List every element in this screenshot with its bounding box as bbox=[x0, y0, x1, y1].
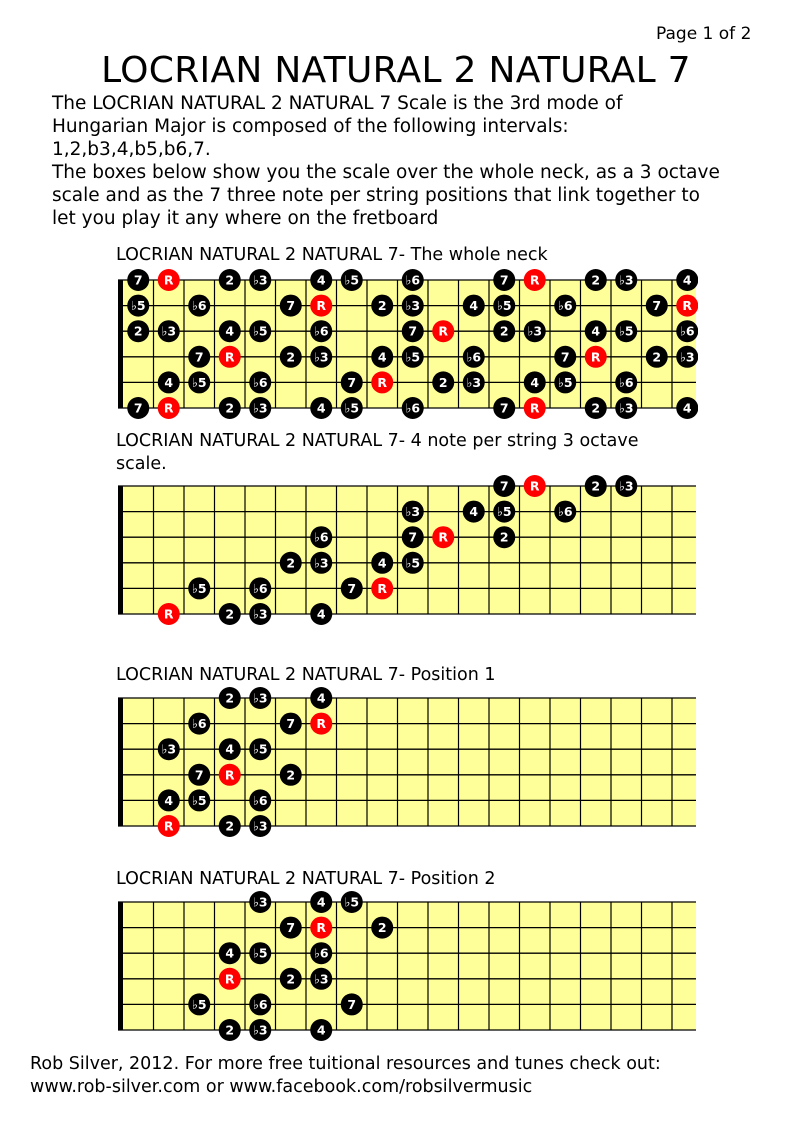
note-label: 2 bbox=[286, 767, 296, 783]
note-marker bbox=[493, 320, 515, 342]
note-marker bbox=[158, 789, 180, 811]
note-label: 2 bbox=[225, 272, 235, 288]
note-label: ♭6 bbox=[313, 945, 329, 961]
note-marker bbox=[188, 577, 210, 599]
note-marker bbox=[219, 942, 241, 964]
root-note-marker bbox=[310, 917, 332, 939]
note-label: 7 bbox=[347, 580, 357, 596]
note-marker bbox=[249, 269, 271, 291]
note-label: ♭3 bbox=[313, 349, 329, 365]
note-label: 4 bbox=[530, 374, 540, 390]
diagram-title-line: LOCRIAN NATURAL 2 NATURAL 7- 4 note per string 3 octave bbox=[116, 431, 639, 451]
nut bbox=[118, 280, 123, 408]
note-label: 4 bbox=[469, 504, 479, 520]
note-label: 2 bbox=[377, 298, 387, 314]
intro-line: let you play it any where on the fretboard bbox=[52, 208, 439, 229]
note-marker bbox=[249, 320, 271, 342]
note-label: ♭5 bbox=[344, 894, 360, 910]
note-label: 4 bbox=[682, 272, 692, 288]
root-note-marker bbox=[371, 371, 393, 393]
note-marker bbox=[127, 295, 149, 317]
root-note-marker bbox=[310, 713, 332, 735]
note-label: ♭3 bbox=[252, 606, 268, 622]
note-label: 7 bbox=[133, 400, 143, 416]
note-label: ♭3 bbox=[618, 400, 634, 416]
note-marker bbox=[310, 942, 332, 964]
note-marker bbox=[524, 320, 546, 342]
note-marker bbox=[127, 320, 149, 342]
note-marker bbox=[158, 371, 180, 393]
note-label: ♭3 bbox=[405, 298, 421, 314]
note-label: ♭6 bbox=[252, 374, 268, 390]
root-note-marker bbox=[219, 968, 241, 990]
note-label: ♭6 bbox=[191, 298, 207, 314]
note-label: 7 bbox=[408, 323, 418, 339]
root-note-marker bbox=[219, 346, 241, 368]
note-label: 2 bbox=[225, 606, 235, 622]
note-marker bbox=[249, 603, 271, 625]
note-marker bbox=[310, 552, 332, 574]
note-marker bbox=[463, 295, 485, 317]
note-marker bbox=[585, 475, 607, 497]
note-label: R bbox=[163, 818, 174, 834]
note-marker bbox=[402, 501, 424, 523]
note-marker bbox=[402, 526, 424, 548]
note-label: ♭3 bbox=[252, 818, 268, 834]
note-label: R bbox=[163, 606, 174, 622]
note-label: 2 bbox=[133, 323, 143, 339]
root-note-marker bbox=[676, 295, 698, 317]
note-label: ♭3 bbox=[405, 504, 421, 520]
note-label: 4 bbox=[225, 741, 235, 757]
note-label: 2 bbox=[652, 349, 662, 365]
note-marker bbox=[524, 371, 546, 393]
root-note-marker bbox=[432, 526, 454, 548]
note-marker bbox=[463, 501, 485, 523]
note-marker bbox=[615, 397, 637, 419]
note-marker bbox=[219, 687, 241, 709]
note-label: 4 bbox=[316, 894, 326, 910]
root-note-marker bbox=[585, 346, 607, 368]
note-label: 2 bbox=[225, 818, 235, 834]
note-label: 2 bbox=[286, 349, 296, 365]
note-label: ♭6 bbox=[252, 580, 268, 596]
root-note-marker bbox=[310, 295, 332, 317]
note-label: R bbox=[224, 767, 235, 783]
note-label: 2 bbox=[591, 478, 601, 494]
note-label: 4 bbox=[225, 945, 235, 961]
page-number: Page 1 of 2 bbox=[656, 24, 752, 44]
note-marker bbox=[615, 371, 637, 393]
note-marker bbox=[310, 1019, 332, 1041]
note-label: R bbox=[682, 298, 693, 314]
nut bbox=[118, 698, 123, 826]
footer-links: www.rob-silver.com or www.facebook.com/robsilvermusic bbox=[30, 1077, 533, 1097]
note-label: 2 bbox=[286, 555, 296, 571]
fretboard-3-octave bbox=[116, 474, 698, 626]
note-marker bbox=[646, 295, 668, 317]
note-label: ♭5 bbox=[496, 298, 512, 314]
note-marker bbox=[463, 346, 485, 368]
note-marker bbox=[158, 320, 180, 342]
note-marker bbox=[341, 577, 363, 599]
note-label: 7 bbox=[133, 272, 143, 288]
note-marker bbox=[615, 269, 637, 291]
note-label: ♭3 bbox=[252, 894, 268, 910]
note-marker bbox=[249, 687, 271, 709]
note-label: 2 bbox=[286, 971, 296, 987]
note-marker bbox=[585, 397, 607, 419]
note-label: 2 bbox=[225, 1022, 235, 1038]
note-marker bbox=[493, 475, 515, 497]
note-label: ♭6 bbox=[405, 400, 421, 416]
note-label: 4 bbox=[164, 374, 174, 390]
note-marker bbox=[188, 713, 210, 735]
note-label: R bbox=[438, 529, 449, 545]
note-label: R bbox=[590, 349, 601, 365]
note-label: R bbox=[224, 349, 235, 365]
note-marker bbox=[341, 371, 363, 393]
note-marker bbox=[341, 397, 363, 419]
note-label: ♭3 bbox=[252, 1022, 268, 1038]
note-label: 4 bbox=[377, 349, 387, 365]
note-label: ♭5 bbox=[191, 996, 207, 1012]
note-label: ♭6 bbox=[405, 272, 421, 288]
note-marker bbox=[615, 475, 637, 497]
note-label: ♭3 bbox=[161, 741, 177, 757]
note-label: R bbox=[377, 374, 388, 390]
note-marker bbox=[249, 891, 271, 913]
diagram-title-3-octave bbox=[116, 430, 716, 476]
note-marker bbox=[676, 269, 698, 291]
note-label: ♭6 bbox=[191, 716, 207, 732]
note-label: 2 bbox=[225, 400, 235, 416]
note-marker bbox=[249, 738, 271, 760]
note-marker bbox=[554, 501, 576, 523]
note-marker bbox=[646, 346, 668, 368]
note-marker bbox=[249, 942, 271, 964]
note-label: 4 bbox=[591, 323, 601, 339]
note-marker bbox=[280, 552, 302, 574]
note-label: ♭3 bbox=[618, 478, 634, 494]
note-label: 7 bbox=[347, 374, 357, 390]
diagram-title-position-1 bbox=[116, 664, 716, 687]
note-label: 4 bbox=[682, 400, 692, 416]
note-label: ♭5 bbox=[344, 400, 360, 416]
footer bbox=[30, 1053, 661, 1099]
footer-credit: Rob Silver, 2012. For more free tuitional resources and tunes check out: bbox=[30, 1054, 661, 1074]
root-note-marker bbox=[158, 397, 180, 419]
note-label: ♭5 bbox=[405, 349, 421, 365]
note-marker bbox=[402, 346, 424, 368]
note-label: ♭6 bbox=[618, 374, 634, 390]
root-note-marker bbox=[158, 603, 180, 625]
note-label: 4 bbox=[316, 272, 326, 288]
note-label: ♭6 bbox=[557, 298, 573, 314]
note-marker bbox=[615, 320, 637, 342]
note-marker bbox=[402, 397, 424, 419]
note-label: R bbox=[529, 400, 540, 416]
note-marker bbox=[493, 295, 515, 317]
note-label: ♭3 bbox=[252, 272, 268, 288]
note-marker bbox=[554, 346, 576, 368]
note-marker bbox=[249, 397, 271, 419]
note-label: ♭5 bbox=[344, 272, 360, 288]
note-label: 4 bbox=[316, 1022, 326, 1038]
note-marker bbox=[341, 993, 363, 1015]
note-label: ♭6 bbox=[313, 323, 329, 339]
note-marker bbox=[249, 789, 271, 811]
note-marker bbox=[493, 526, 515, 548]
note-marker bbox=[219, 738, 241, 760]
note-marker bbox=[310, 526, 332, 548]
note-label: ♭3 bbox=[466, 374, 482, 390]
note-label: R bbox=[316, 716, 327, 732]
note-marker bbox=[188, 764, 210, 786]
note-label: ♭5 bbox=[405, 555, 421, 571]
note-label: ♭6 bbox=[679, 323, 695, 339]
note-marker bbox=[676, 346, 698, 368]
note-marker bbox=[402, 269, 424, 291]
note-label: R bbox=[163, 272, 174, 288]
intro-line: The boxes below show you the scale over the whole neck, as a 3 octave bbox=[52, 162, 720, 183]
note-label: 7 bbox=[408, 529, 418, 545]
note-label: ♭5 bbox=[252, 945, 268, 961]
diagram-title-line: LOCRIAN NATURAL 2 NATURAL 7- Position 2 bbox=[116, 869, 496, 889]
note-label: 4 bbox=[377, 555, 387, 571]
root-note-marker bbox=[158, 815, 180, 837]
note-marker bbox=[371, 295, 393, 317]
intro-line: The LOCRIAN NATURAL 2 NATURAL 7 Scale is the 3rd mode of bbox=[52, 93, 623, 114]
note-marker bbox=[676, 397, 698, 419]
note-marker bbox=[402, 320, 424, 342]
note-marker bbox=[249, 993, 271, 1015]
root-note-marker bbox=[524, 475, 546, 497]
note-label: ♭6 bbox=[313, 529, 329, 545]
note-marker bbox=[249, 815, 271, 837]
note-marker bbox=[280, 295, 302, 317]
page-title: LOCRIAN NATURAL 2 NATURAL 7 bbox=[101, 50, 691, 91]
note-label: 2 bbox=[225, 690, 235, 706]
fretboard-whole-neck bbox=[116, 268, 698, 420]
note-marker bbox=[310, 397, 332, 419]
note-label: 2 bbox=[591, 400, 601, 416]
note-label: R bbox=[316, 920, 327, 936]
note-label: 4 bbox=[316, 690, 326, 706]
diagram-title-position-2 bbox=[116, 868, 716, 891]
note-label: 7 bbox=[560, 349, 570, 365]
note-marker bbox=[371, 346, 393, 368]
note-label: 4 bbox=[316, 400, 326, 416]
note-label: 7 bbox=[499, 400, 509, 416]
note-label: ♭3 bbox=[161, 323, 177, 339]
note-marker bbox=[310, 320, 332, 342]
note-marker bbox=[493, 269, 515, 291]
note-marker bbox=[493, 501, 515, 523]
note-label: ♭6 bbox=[252, 996, 268, 1012]
note-marker bbox=[310, 603, 332, 625]
root-note-marker bbox=[432, 320, 454, 342]
note-label: 7 bbox=[347, 996, 357, 1012]
note-marker bbox=[402, 295, 424, 317]
note-label: ♭3 bbox=[313, 555, 329, 571]
note-marker bbox=[127, 397, 149, 419]
note-marker bbox=[463, 371, 485, 393]
note-label: 4 bbox=[225, 323, 235, 339]
note-label: R bbox=[529, 478, 540, 494]
note-label: ♭3 bbox=[252, 690, 268, 706]
intro-line: 1,2,b3,4,b5,b6,7. bbox=[52, 139, 211, 160]
note-label: R bbox=[224, 971, 235, 987]
note-label: ♭3 bbox=[313, 971, 329, 987]
note-label: ♭3 bbox=[527, 323, 543, 339]
nut bbox=[118, 902, 123, 1030]
note-label: 7 bbox=[286, 920, 296, 936]
note-marker bbox=[249, 1019, 271, 1041]
note-marker bbox=[219, 1019, 241, 1041]
note-label: ♭5 bbox=[191, 580, 207, 596]
note-label: 7 bbox=[286, 298, 296, 314]
note-label: 2 bbox=[499, 529, 509, 545]
root-note-marker bbox=[371, 577, 393, 599]
note-label: ♭3 bbox=[618, 272, 634, 288]
note-label: 2 bbox=[438, 374, 448, 390]
note-label: ♭5 bbox=[557, 374, 573, 390]
note-label: ♭5 bbox=[252, 323, 268, 339]
fretboard-position-2 bbox=[116, 890, 698, 1042]
note-label: 7 bbox=[499, 478, 509, 494]
note-label: R bbox=[438, 323, 449, 339]
note-marker bbox=[219, 815, 241, 837]
note-marker bbox=[188, 993, 210, 1015]
note-marker bbox=[188, 371, 210, 393]
note-label: 4 bbox=[469, 298, 479, 314]
note-marker bbox=[310, 891, 332, 913]
note-label: ♭5 bbox=[191, 792, 207, 808]
note-label: 2 bbox=[591, 272, 601, 288]
note-marker bbox=[219, 269, 241, 291]
note-marker bbox=[249, 371, 271, 393]
note-marker bbox=[127, 269, 149, 291]
note-marker bbox=[280, 764, 302, 786]
note-label: R bbox=[529, 272, 540, 288]
note-marker bbox=[493, 397, 515, 419]
diagram-title-line: LOCRIAN NATURAL 2 NATURAL 7- The whole neck bbox=[116, 245, 548, 265]
note-label: 7 bbox=[194, 767, 204, 783]
note-label: ♭5 bbox=[252, 741, 268, 757]
note-marker bbox=[676, 320, 698, 342]
note-marker bbox=[310, 968, 332, 990]
note-marker bbox=[402, 552, 424, 574]
note-marker bbox=[219, 603, 241, 625]
intro-text bbox=[52, 92, 772, 230]
note-label: R bbox=[316, 298, 327, 314]
note-marker bbox=[280, 713, 302, 735]
note-label: 7 bbox=[286, 716, 296, 732]
note-label: 7 bbox=[194, 349, 204, 365]
root-note-marker bbox=[524, 397, 546, 419]
diagram-title-line: scale. bbox=[116, 454, 167, 474]
note-marker bbox=[249, 577, 271, 599]
intro-line: Hungarian Major is composed of the following intervals: bbox=[52, 116, 569, 137]
root-note-marker bbox=[524, 269, 546, 291]
fretboard-position-1 bbox=[116, 686, 698, 838]
note-label: ♭5 bbox=[130, 298, 146, 314]
note-marker bbox=[280, 968, 302, 990]
root-note-marker bbox=[219, 764, 241, 786]
note-label: ♭3 bbox=[679, 349, 695, 365]
note-marker bbox=[554, 295, 576, 317]
note-label: ♭5 bbox=[618, 323, 634, 339]
note-label: ♭6 bbox=[252, 792, 268, 808]
note-label: 7 bbox=[652, 298, 662, 314]
note-label: 4 bbox=[164, 792, 174, 808]
note-marker bbox=[432, 371, 454, 393]
note-marker bbox=[188, 789, 210, 811]
note-label: 4 bbox=[316, 606, 326, 622]
diagram-title-whole-neck bbox=[116, 244, 716, 267]
note-label: ♭6 bbox=[557, 504, 573, 520]
note-marker bbox=[158, 738, 180, 760]
note-marker bbox=[371, 917, 393, 939]
note-marker bbox=[280, 346, 302, 368]
note-label: 2 bbox=[377, 920, 387, 936]
note-marker bbox=[585, 320, 607, 342]
intro-line: scale and as the 7 three note per string positions that link together to bbox=[52, 185, 700, 206]
note-label: ♭3 bbox=[252, 400, 268, 416]
note-marker bbox=[585, 269, 607, 291]
note-marker bbox=[219, 397, 241, 419]
note-marker bbox=[371, 552, 393, 574]
note-marker bbox=[188, 346, 210, 368]
note-label: 2 bbox=[499, 323, 509, 339]
note-label: ♭5 bbox=[496, 504, 512, 520]
note-label: 7 bbox=[499, 272, 509, 288]
note-marker bbox=[341, 891, 363, 913]
note-marker bbox=[280, 917, 302, 939]
note-label: R bbox=[377, 580, 388, 596]
note-label: ♭6 bbox=[466, 349, 482, 365]
note-marker bbox=[310, 687, 332, 709]
nut bbox=[118, 486, 123, 614]
note-marker bbox=[188, 295, 210, 317]
note-marker bbox=[310, 346, 332, 368]
diagram-title-line: LOCRIAN NATURAL 2 NATURAL 7- Position 1 bbox=[116, 665, 496, 685]
note-marker bbox=[341, 269, 363, 291]
note-marker bbox=[554, 371, 576, 393]
root-note-marker bbox=[158, 269, 180, 291]
note-label: R bbox=[163, 400, 174, 416]
note-label: ♭5 bbox=[191, 374, 207, 390]
note-marker bbox=[310, 269, 332, 291]
note-marker bbox=[219, 320, 241, 342]
